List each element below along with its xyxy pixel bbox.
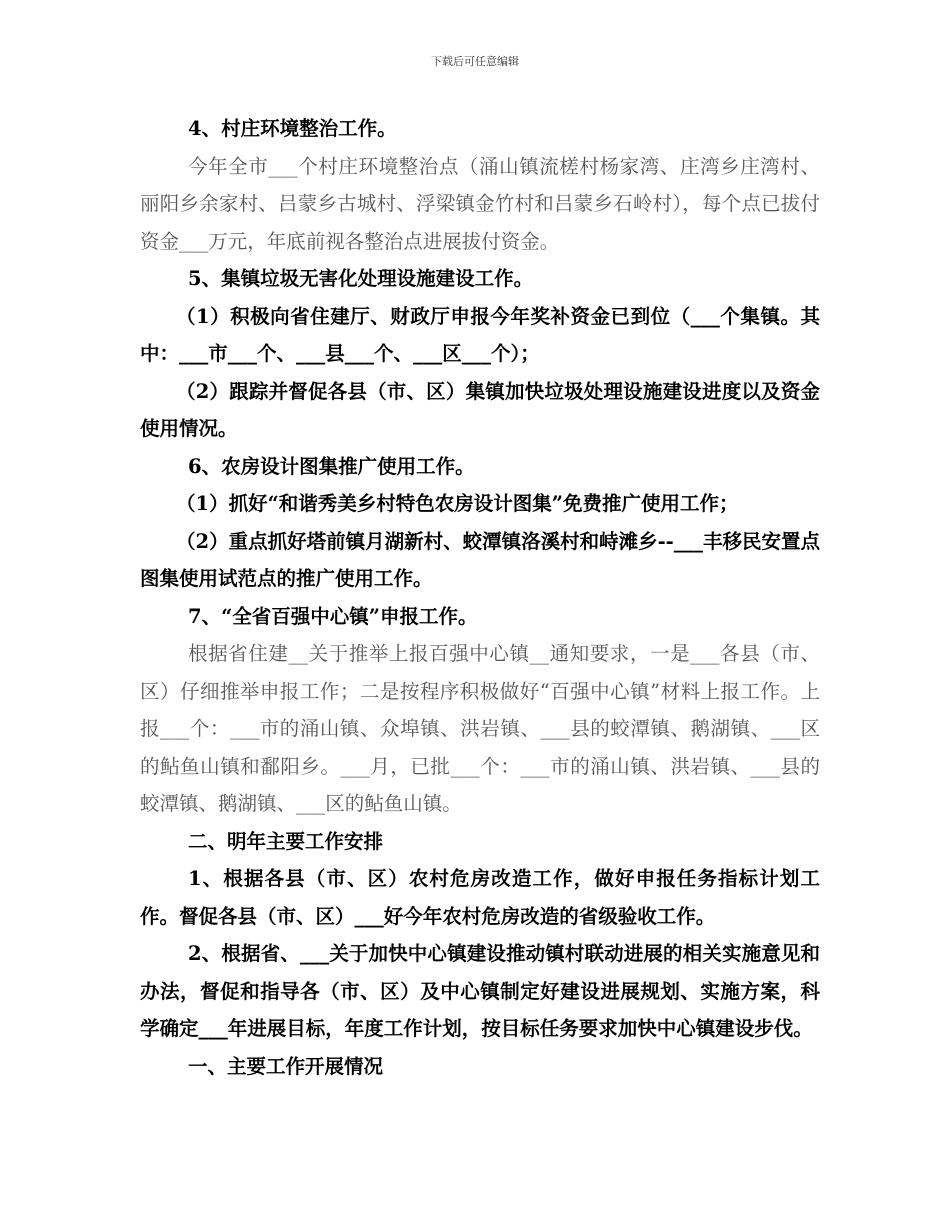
section-heading-main-work: 一、主要工作开展情况 [188, 1054, 384, 1078]
paragraph-waste-funding: （1）积极向省住建厅、财政厅申报今年奖补资金已到位（___个集镇。其中：___市___个、___县___个、___区___个）； [140, 304, 820, 365]
paragraph-housing-design-pilot: （2）重点抓好塔前镇月湖新村、蛟潭镇洛溪村和峙滩乡--___丰移民安置点图集使用试范点的推广使用工作。 [140, 529, 821, 590]
paragraph-village-improvement: 今年全市___个村庄环境整治点（涌山镇流槎村杨家湾、庄湾乡庄湾村、丽阳乡余家村、吕蒙乡古城村、浮梁镇金竹村和吕蒙乡石岭村），每个点已拔付资金___万元，年底前视各整治点进展拔付资金。 [140, 154, 820, 253]
document-body [140, 110, 820, 1085]
page-header: 下载后可任意编辑 [431, 55, 519, 68]
section-heading-next-year-plan: 二、明年主要工作安排 [188, 829, 384, 853]
section-heading-top-towns: 7、“全省百强中心镇”申报工作。 [188, 604, 478, 628]
section-heading-waste-facilities: 5、集镇垃圾无害化处理设施建设工作。 [188, 267, 534, 290]
paragraph-waste-progress: （2）跟踪并督促各县（市、区）集镇加快垃圾处理设施建设进度以及资金使用情况。 [140, 379, 820, 440]
paragraph-top-towns: 根据省住建__关于推举上报百强中心镇__通知要求，一是___各县（市、区）仔细推举申报工作；二是按程序积极做好“百强中心镇”材料上报工作。上报___个：___市的涌山镇、众埠镇、洪岩镇、___县的蛟潭镇、鹅湖镇、___区的鲇鱼山镇和鄱阳乡。___月，已批___个：___市的涌山镇、洪岩镇、___县的蛟潭镇、鹅湖镇、___区的鲇鱼山镇。 [140, 642, 820, 815]
paragraph-plan-central-towns: 2、根据省、___关于加快中心镇建设推动镇村联动进展的相关实施意见和办法，督促和指导各（市、区）及中心镇制定好建设进展规划、实施方案，科学确定___年进展目标，年度工作计划，按目标任务要求加快中心镇建设步伐。 [140, 942, 820, 1040]
paragraph-housing-design-promotion: （1）抓好“和谐秀美乡村特色农房设计图集”免费推广使用工作； [176, 492, 739, 515]
paragraph-plan-housing-renovation: 1、根据各县（市、区）农村危房改造工作，做好申报任务指标计划工作。督促各县（市、区）___好今年农村危房改造的省级验收工作。 [140, 867, 820, 928]
section-heading-housing-design: 6、农房设计图集推广使用工作。 [188, 454, 475, 478]
section-heading-village-improvement: 4、村庄环境整治工作。 [188, 117, 397, 140]
